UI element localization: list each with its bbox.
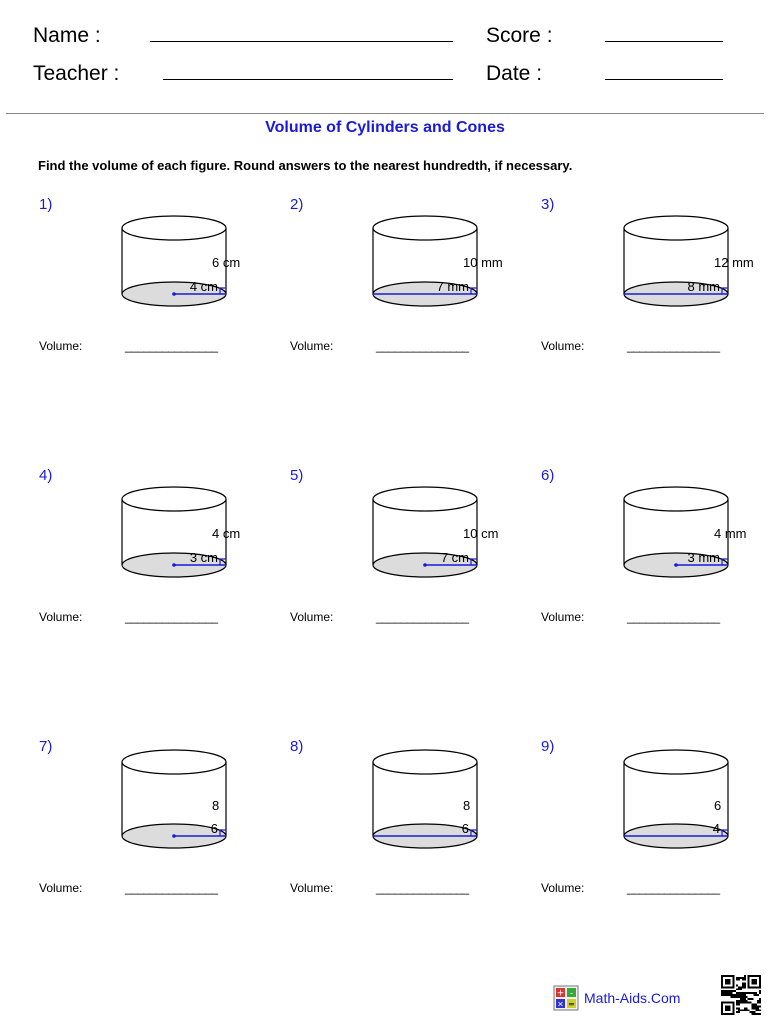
height-label: 8 xyxy=(212,798,220,813)
radius-label: 3 mm xyxy=(687,550,720,565)
header-divider xyxy=(6,113,764,114)
volume-label: Volume: xyxy=(290,339,334,353)
date-label: Date : xyxy=(486,62,543,85)
calculator-icon xyxy=(553,985,579,1011)
volume-answer-field[interactable]: _______________ xyxy=(125,881,218,895)
date-field[interactable] xyxy=(605,79,723,80)
cylinder-top xyxy=(624,487,728,511)
problem-number: 6) xyxy=(541,467,555,484)
volume-label: Volume: xyxy=(39,610,83,624)
volume-label: Volume: xyxy=(39,881,83,895)
problem-number: 9) xyxy=(541,738,555,755)
problem-9 xyxy=(541,738,770,978)
volume-answer-field[interactable]: _______________ xyxy=(376,610,469,624)
cylinder-top xyxy=(624,750,728,774)
height-label: 4 mm xyxy=(714,526,747,541)
problem-number: 1) xyxy=(39,196,53,213)
svg-text:×: × xyxy=(557,999,564,1009)
svg-text:-: - xyxy=(569,988,574,999)
problem-8 xyxy=(290,738,540,978)
svg-text:+: + xyxy=(556,988,565,999)
problem-number: 3) xyxy=(541,196,555,213)
cylinder-top xyxy=(122,487,226,511)
instructions: Find the volume of each figure. Round answers to the nearest hundredth, if necessary. xyxy=(38,158,573,173)
volume-answer-field[interactable]: _______________ xyxy=(627,610,720,624)
qr-code-icon xyxy=(721,975,761,1015)
volume-label: Volume: xyxy=(39,339,83,353)
height-label: 6 cm xyxy=(212,255,241,270)
radius-label: 4 xyxy=(712,821,720,836)
name-label: Name : xyxy=(33,24,101,47)
problem-4 xyxy=(39,467,289,707)
problem-2 xyxy=(290,196,540,436)
name-field[interactable] xyxy=(150,41,453,42)
worksheet-title: Volume of Cylinders and Cones xyxy=(265,119,505,136)
cylinder-top xyxy=(373,750,477,774)
height-label: 12 mm xyxy=(714,255,754,270)
cylinder-top xyxy=(122,750,226,774)
problem-7 xyxy=(39,738,289,978)
cylinder-top xyxy=(122,216,226,240)
height-label: 4 cm xyxy=(212,526,241,541)
problem-number: 2) xyxy=(290,196,304,213)
volume-answer-field[interactable]: _______________ xyxy=(376,339,469,353)
brand-link[interactable]: Math-Aids.Com xyxy=(584,990,681,1006)
volume-label: Volume: xyxy=(541,610,585,624)
cylinder-top xyxy=(373,216,477,240)
score-field[interactable] xyxy=(605,41,723,42)
radius-label: 7 cm xyxy=(440,550,469,565)
height-label: 10 cm xyxy=(463,526,499,541)
problem-5 xyxy=(290,467,540,707)
radius-label: 8 mm xyxy=(687,279,720,294)
volume-answer-field[interactable]: _______________ xyxy=(125,610,218,624)
problem-3 xyxy=(541,196,770,436)
volume-label: Volume: xyxy=(541,339,585,353)
score-label: Score : xyxy=(486,24,553,47)
height-label: 8 xyxy=(463,798,471,813)
volume-answer-field[interactable]: _______________ xyxy=(627,339,720,353)
problem-1 xyxy=(39,196,289,436)
cylinder-top xyxy=(624,216,728,240)
problem-number: 4) xyxy=(39,467,53,484)
svg-text:=: = xyxy=(568,999,575,1009)
volume-label: Volume: xyxy=(290,610,334,624)
height-label: 10 mm xyxy=(463,255,503,270)
volume-label: Volume: xyxy=(290,881,334,895)
height-label: 6 xyxy=(714,798,722,813)
volume-label: Volume: xyxy=(541,881,585,895)
radius-label: 3 cm xyxy=(189,550,218,565)
volume-answer-field[interactable]: _______________ xyxy=(627,881,720,895)
teacher-field[interactable] xyxy=(163,79,453,80)
problem-number: 5) xyxy=(290,467,304,484)
cylinder-top xyxy=(373,487,477,511)
radius-label: 7 mm xyxy=(436,279,469,294)
problem-number: 8) xyxy=(290,738,304,755)
problem-6 xyxy=(541,467,770,707)
volume-answer-field[interactable]: _______________ xyxy=(376,881,469,895)
teacher-label: Teacher : xyxy=(33,62,120,85)
volume-answer-field[interactable]: _______________ xyxy=(125,339,218,353)
problem-number: 7) xyxy=(39,738,53,755)
radius-label: 6 xyxy=(210,821,218,836)
radius-label: 4 cm xyxy=(189,279,218,294)
radius-label: 6 xyxy=(461,821,469,836)
